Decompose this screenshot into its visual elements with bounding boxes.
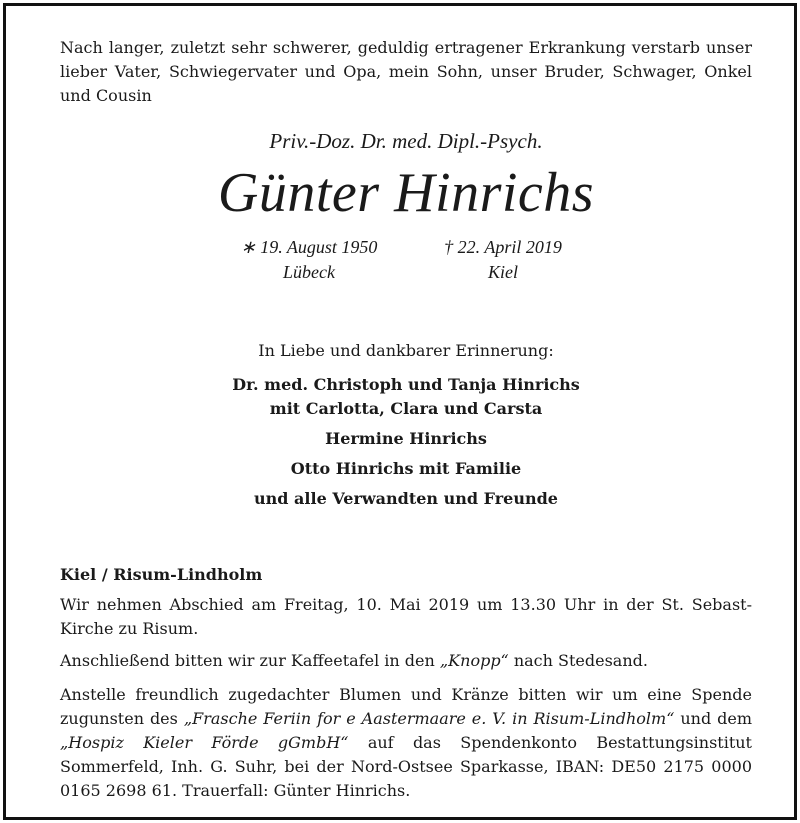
- mourner-line: Otto Hinrichs mit Familie: [290, 459, 522, 478]
- intro-text: Nach langer, zuletzt sehr schwerer, geduldig ertragener Erkrankung verstarb unser lieber Vater, Schwiegervater und Opa, mein Sohn, unser Bruder, Schwager, Onkel und Cousin: [60, 38, 752, 105]
- death-date: † 22. April 2019: [444, 237, 562, 257]
- donation-text: [60, 683, 752, 803]
- deceased-name: Günter Hinrichs: [217, 162, 595, 224]
- mourner-line: Dr. med. Christoph und Tanja Hinrichs: [232, 375, 580, 394]
- birth-date: ∗ 19. August 1950: [240, 237, 378, 257]
- coffee-text-end: nach Stedesand.: [508, 651, 648, 670]
- donation-org-1: „Frasche Feriin for e Aastermaare e. V. in Risum-Lindholm“: [183, 709, 675, 728]
- birth-info: [239, 235, 379, 285]
- death-info: [433, 235, 573, 285]
- mourner-line: und alle Verwandten und Freunde: [254, 489, 558, 508]
- mourners-list: [60, 373, 752, 511]
- mourner-line: mit Carlotta, Clara und Carsta: [269, 399, 543, 418]
- place-heading: Kiel / Risum-Lindholm: [60, 565, 263, 584]
- death-place: Kiel: [488, 262, 518, 282]
- birth-place: Lübeck: [283, 262, 335, 282]
- coffee-text-start: Anschließend bitten wir zur Kaffeetafel in den: [60, 651, 440, 670]
- donation-text-part: und dem: [674, 709, 753, 728]
- memory-line: In Liebe und dankbarer Erinnerung:: [258, 341, 554, 360]
- donation-text-part: Anstelle freundlich zugedachter Blumen und Kränze bitten wir um eine Spende zugunsten des: [60, 685, 752, 728]
- farewell-text: Wir nehmen Abschied am Freitag, 10. Mai 2019 um 13.30 Uhr in der St. Sebast-Kirche zu Risum.: [60, 595, 752, 638]
- coffee-venue: „Knopp“: [439, 651, 509, 670]
- donation-text-part: auf das Spendenkonto Bestattungsinstitut Sommerfeld, Inh. G. Suhr, bei der Nord-Ostsee Sparkasse, IBAN: DE50 2175 0000 0165 2698 61. Trauerfall: Günter Hinrichs.: [60, 733, 752, 800]
- obituary-frame: [3, 3, 797, 820]
- life-dates: [60, 235, 752, 285]
- obituary-notice: [60, 36, 752, 803]
- coffee-text: [60, 649, 752, 673]
- donation-org-2: „Hospiz Kieler Förde gGmbH“: [60, 733, 349, 752]
- academic-title: Priv.-Doz. Dr. med. Dipl.-Psych.: [269, 129, 543, 153]
- mourner-line: Hermine Hinrichs: [325, 429, 487, 448]
